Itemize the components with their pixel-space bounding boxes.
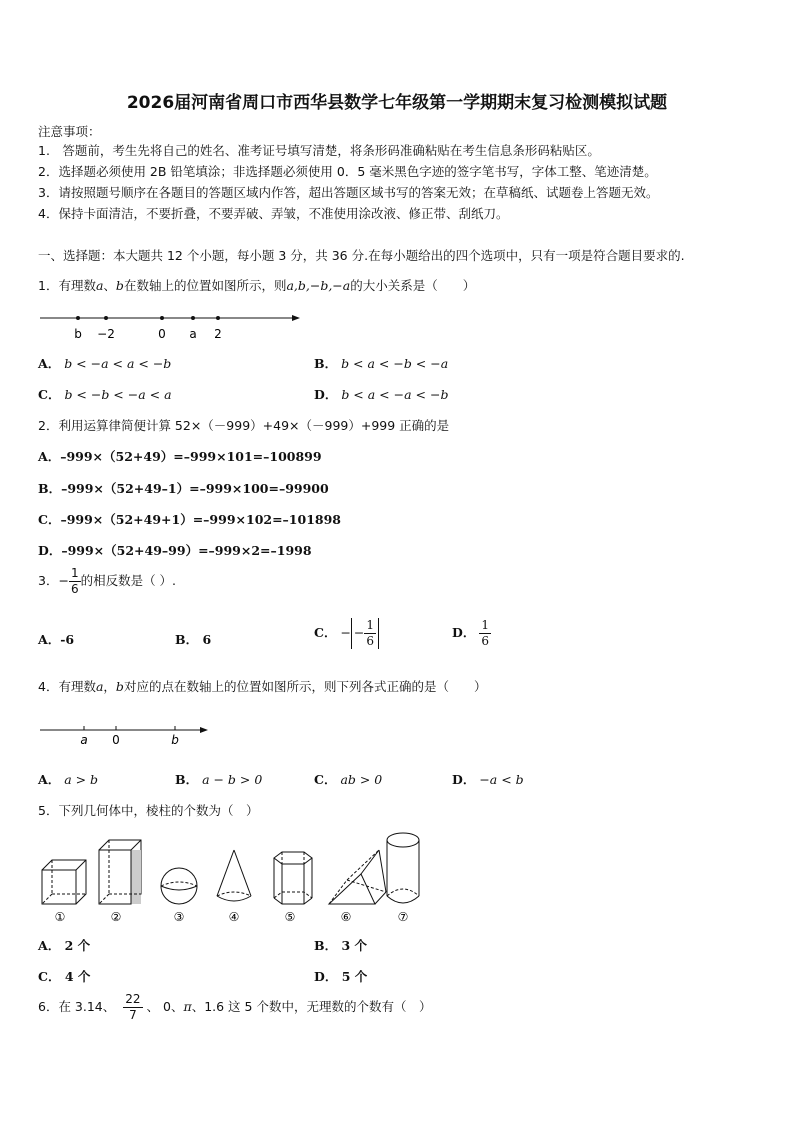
abs-minus: − (353, 625, 365, 640)
q3-option-a (38, 630, 74, 648)
q2-option-c (38, 510, 341, 528)
q1-option-c (38, 385, 172, 403)
option-label: A． (38, 772, 61, 787)
question-1-stem (38, 276, 475, 294)
option-text: −a < b (479, 772, 524, 787)
tick-label: a (189, 327, 197, 341)
q4-option-b (175, 770, 262, 788)
option-label: B． (175, 772, 199, 787)
option-label: D． (452, 625, 476, 640)
option-label: B． (314, 356, 338, 371)
option-text: –999×（52+49+1）=–999×102=–101898 (60, 512, 341, 527)
q1-number-line (38, 308, 308, 344)
q6-stem-part: 、 0、 (146, 999, 184, 1014)
q2-option-b (38, 479, 329, 497)
option-label: C． (314, 625, 337, 640)
q1-stem-part: 1．有理数 (38, 278, 96, 293)
note-item-1: 1. 答题前，考生先将自己的姓名、准考证号填写清楚，将条形码准确粘贴在考生信息条形码粘贴区。 (38, 143, 600, 158)
option-text: b < −b < −a < a (64, 387, 172, 402)
figure-label: ④ (228, 910, 240, 924)
option-label: B． (38, 481, 62, 496)
q3-fraction (69, 566, 81, 597)
q1-option-d (314, 385, 448, 403)
figure-label: ① (54, 910, 66, 924)
cylinder-figure (387, 833, 419, 903)
page-title: 2026届河南省周口市西华县数学七年级第一学期期末复习检测模拟试题 (126, 93, 668, 113)
option-label: B． (314, 938, 338, 953)
q2-option-a (38, 447, 322, 465)
q5-solids-figure (36, 828, 436, 926)
q1-option-a (38, 354, 171, 372)
question-5-stem: 5．下列几何体中，棱柱的个数为（ ） (38, 803, 259, 818)
option-text: 5 个 (341, 969, 368, 984)
option-label: D． (314, 969, 338, 984)
section-heading: 一、选择题：本大题共 12 个小题，每小题 3 分，共 36 分.在每小题给出的四个选项中，只有一项是符合题目要求的. (38, 248, 685, 263)
question-2-stem: 2．利用运算律简便计算 52×（－999）+49×（－999）+999 正确的是 (38, 418, 450, 433)
q1-option-b (314, 354, 448, 372)
question-4-stem (38, 677, 486, 695)
note-item-4: 4．保持卡面清洁，不要折叠，不要弄破、弄皱，不准使用涂改液、修正带、刮纸刀。 (38, 206, 509, 221)
q5-option-b (314, 936, 367, 954)
option-text: –999×（52+49）=–999×101=–100899 (60, 449, 322, 464)
c-fraction (364, 618, 376, 649)
tick-label: 0 (158, 327, 166, 341)
q1-sep: 、 (103, 278, 116, 293)
figure-label: ⑥ (340, 910, 352, 924)
q4-stem-part: 对应的点在数轴上的位置如图所示，则下列各式正确的是（ ） (123, 679, 487, 694)
q1-stem-part: 的大小关系是（ ） (350, 278, 476, 293)
option-text: b < a < −b < −a (341, 356, 449, 371)
option-label: C． (38, 512, 61, 527)
option-text: 2 个 (64, 938, 91, 953)
option-label: C． (38, 387, 61, 402)
option-label: A． (38, 632, 61, 647)
option-text: b < a < −a < −b (341, 387, 449, 402)
q1-stem-part: 在数轴上的位置如图所示，则 (123, 278, 287, 293)
option-label: B． (175, 632, 199, 647)
q4-option-a (38, 770, 98, 788)
note-item-2: 2．选择题必须使用 2B 铅笔填涂；非选择题必须使用 0．5 毫米黑色字迹的签字笔书写，字体工整、笔迹清楚。 (38, 164, 657, 179)
option-text: − (340, 625, 351, 640)
note-item-3: 3．请按照题号顺序在各题目的答题区域内作答，超出答题区域书写的答案无效；在草稿纸、试题卷上答题无效。 (38, 185, 659, 200)
cube-figure (42, 860, 86, 904)
fraction-denominator: 7 (129, 1008, 137, 1022)
option-label: D． (314, 387, 338, 402)
tick-label: a (80, 733, 88, 747)
point-0 (160, 316, 164, 320)
tick-label: 0 (112, 733, 120, 747)
figure-label: ⑦ (397, 910, 409, 924)
fraction-numerator: 1 (70, 566, 79, 580)
rectangular-prism-figure (99, 840, 141, 904)
option-text: 3 个 (341, 938, 367, 953)
q4-option-c (314, 770, 382, 788)
q5-option-a (38, 936, 90, 954)
option-label: A． (38, 449, 61, 464)
point-b (76, 316, 80, 320)
option-text: a − b > 0 (202, 772, 263, 787)
option-text: -6 (60, 632, 75, 647)
q3-number: 3． (38, 573, 59, 588)
q5-option-d (314, 967, 367, 985)
q1-var-a: a (95, 278, 104, 293)
fraction-numerator: 1 (366, 618, 375, 632)
option-text: 6 (202, 632, 212, 647)
option-label: D． (38, 543, 62, 558)
point-a (191, 316, 195, 320)
triangular-prism-figure (329, 850, 386, 904)
q1-var-b: b (115, 278, 124, 293)
figure-label: ③ (173, 910, 185, 924)
fraction-numerator: 1 (481, 618, 489, 632)
q4-var-a: a (95, 679, 104, 694)
axis-arrow (200, 727, 208, 733)
d-fraction (479, 618, 491, 649)
q4-number-line (38, 720, 218, 750)
option-text: 4 个 (64, 969, 91, 984)
figure-label: ② (110, 910, 122, 924)
q4-option-d (452, 770, 524, 788)
option-label: C． (38, 969, 61, 984)
option-text: ab > 0 (340, 772, 383, 787)
axis-arrow (292, 315, 300, 321)
cone-figure (217, 850, 251, 901)
point-minus2 (104, 316, 108, 320)
hexagonal-prism-figure (274, 852, 312, 904)
option-text: b < −a < a < −b (64, 356, 172, 371)
q4-sep: ， (103, 679, 116, 694)
fraction-numerator: 22 (125, 992, 141, 1006)
q6-stem-part: 、1.6 这 5 个数中，无理数的个数有（ ） (191, 999, 432, 1014)
tick-label: 2 (214, 327, 222, 341)
q6-stem-part: 6．在 3.14、 (38, 999, 116, 1014)
fraction-denominator: 6 (70, 582, 79, 596)
sphere-figure (161, 868, 197, 904)
q3-option-d (452, 618, 491, 649)
tick-label: b (171, 733, 179, 747)
question-6-stem (38, 992, 431, 1023)
q6-fraction (123, 992, 142, 1023)
question-3-stem (38, 566, 176, 597)
tick-label: b (74, 327, 82, 341)
option-text: –999×（52+49–99）=–999×2=–1998 (61, 543, 312, 558)
q3-stem-part: 的相反数是（ ）. (80, 573, 177, 588)
q1-expression: a,b,−b,−a (286, 278, 351, 293)
q3-option-c (314, 618, 379, 649)
option-label: D． (452, 772, 476, 787)
tick-label: −2 (97, 327, 115, 341)
q3-option-b (175, 630, 211, 648)
point-2 (216, 316, 220, 320)
notes-heading: 注意事项： (38, 124, 101, 139)
figure-label: ⑤ (284, 910, 296, 924)
q3-minus: − (58, 573, 69, 588)
q4-stem-part: 4．有理数 (38, 679, 96, 694)
q6-pi: π (183, 999, 192, 1014)
q4-var-b: b (115, 679, 124, 694)
option-text: –999×（52+49–1）=–999×100=–99900 (61, 481, 329, 496)
option-label: C． (314, 772, 337, 787)
fraction-denominator: 6 (481, 634, 489, 648)
option-label: A． (38, 356, 61, 371)
q5-option-c (38, 967, 90, 985)
fraction-denominator: 6 (366, 634, 375, 648)
option-label: A． (38, 938, 61, 953)
abs-value (351, 618, 379, 649)
q2-option-d (38, 541, 312, 559)
option-text: a > b (64, 772, 99, 787)
